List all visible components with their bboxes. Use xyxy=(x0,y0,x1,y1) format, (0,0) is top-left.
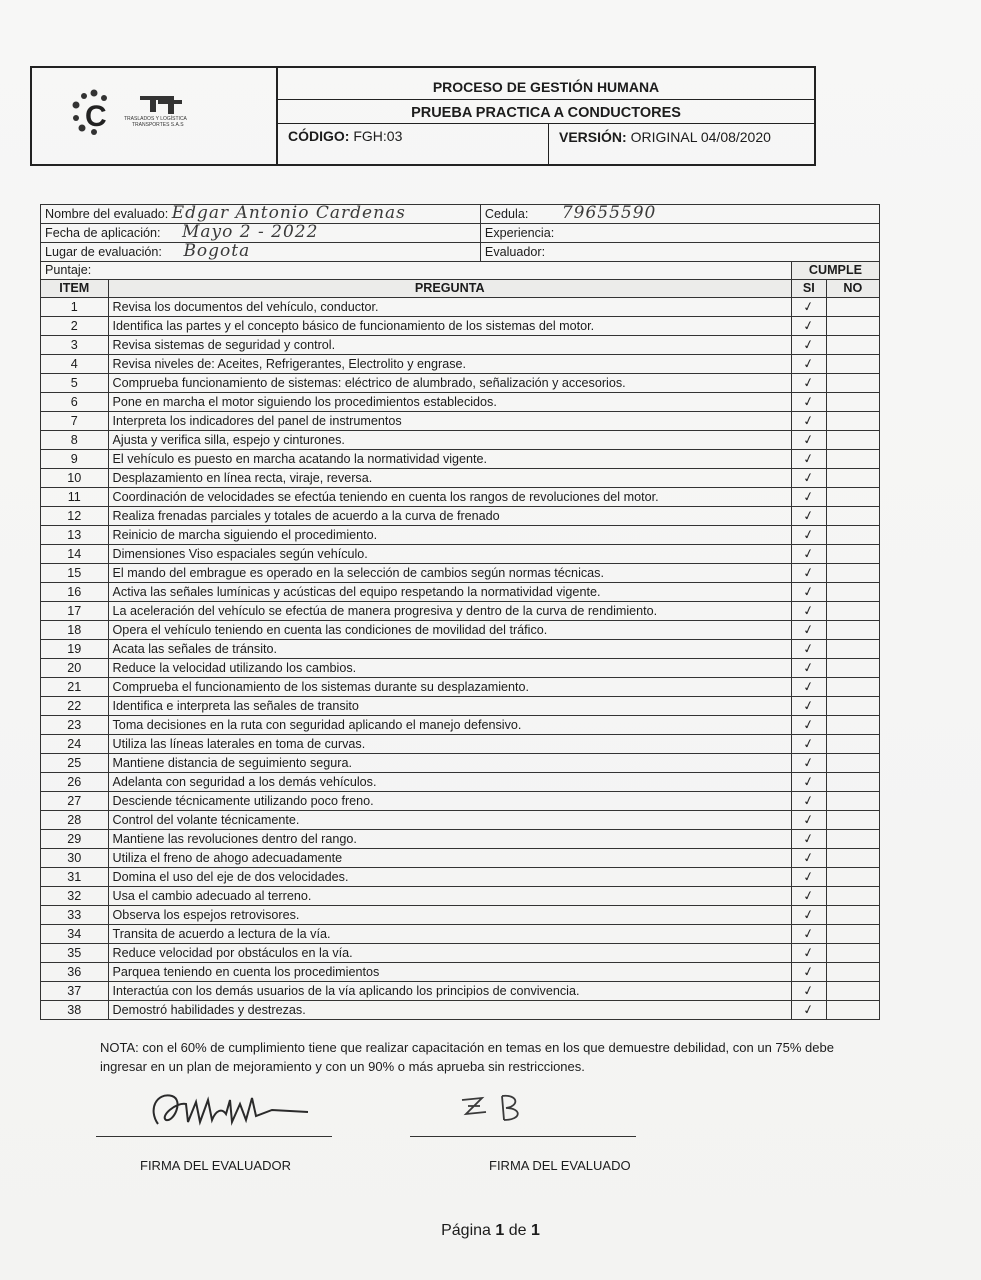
process-title: PROCESO DE GESTIÓN HUMANA xyxy=(278,68,814,100)
si-checkbox[interactable] xyxy=(791,412,826,431)
item-number: 13 xyxy=(41,526,109,545)
no-checkbox[interactable] xyxy=(826,811,879,830)
table-row xyxy=(41,868,880,887)
question-text: Identifica e interpreta las señales de transito xyxy=(108,697,791,716)
version-field xyxy=(548,124,814,164)
no-checkbox[interactable] xyxy=(826,526,879,545)
no-checkbox[interactable] xyxy=(826,564,879,583)
check-mark-icon: ✓ xyxy=(801,792,816,810)
question-text: Domina el uso del eje de dos velocidades. xyxy=(108,868,791,887)
experiencia-cell xyxy=(480,224,879,243)
si-checkbox[interactable] xyxy=(791,317,826,336)
check-mark-icon: ✓ xyxy=(801,450,816,468)
table-row xyxy=(41,716,880,735)
fecha-label: Fecha de aplicación: xyxy=(45,226,161,240)
check-mark-icon: ✓ xyxy=(801,811,816,829)
question-text: Interpreta los indicadores del panel de instrumentos xyxy=(108,412,791,431)
item-number: 18 xyxy=(41,621,109,640)
check-mark-icon: ✓ xyxy=(801,488,816,506)
question-text: Coordinación de velocidades se efectúa teniendo en cuenta los rangos de revoluciones del motor. xyxy=(108,488,791,507)
check-mark-icon: ✓ xyxy=(801,412,816,430)
table-row xyxy=(41,735,880,754)
svg-text:TRANSPORTES S.A.S: TRANSPORTES S.A.S xyxy=(132,122,184,128)
no-checkbox[interactable] xyxy=(826,944,879,963)
no-checkbox[interactable] xyxy=(826,393,879,412)
question-text: Ajusta y verifica silla, espejo y cinturones. xyxy=(108,431,791,450)
item-number: 38 xyxy=(41,1001,109,1020)
item-number: 37 xyxy=(41,982,109,1001)
no-checkbox[interactable] xyxy=(826,830,879,849)
item-number: 23 xyxy=(41,716,109,735)
page-number xyxy=(0,1222,981,1240)
si-checkbox[interactable] xyxy=(791,697,826,716)
check-mark-icon: ✓ xyxy=(801,925,816,943)
si-checkbox[interactable] xyxy=(791,906,826,925)
document-header xyxy=(30,66,816,166)
si-checkbox[interactable] xyxy=(791,678,826,697)
check-mark-icon: ✓ xyxy=(801,374,816,392)
no-checkbox[interactable] xyxy=(826,716,879,735)
experiencia-label: Experiencia: xyxy=(484,225,555,240)
item-number: 34 xyxy=(41,925,109,944)
table-row xyxy=(41,583,880,602)
check-mark-icon: ✓ xyxy=(801,583,816,601)
si-checkbox[interactable] xyxy=(791,602,826,621)
si-checkbox[interactable] xyxy=(791,830,826,849)
svg-text:C: C xyxy=(85,100,107,133)
lugar-label: Lugar de evaluación: xyxy=(45,245,162,259)
question-text: Pone en marcha el motor siguiendo los procedimientos establecidos. xyxy=(108,393,791,412)
no-checkbox[interactable] xyxy=(826,754,879,773)
item-number: 27 xyxy=(41,792,109,811)
item-number: 10 xyxy=(41,469,109,488)
no-checkbox[interactable] xyxy=(826,583,879,602)
question-text: Usa el cambio adecuado al terreno. xyxy=(108,887,791,906)
no-checkbox[interactable] xyxy=(826,849,879,868)
cedula-value[interactable]: 79655590 xyxy=(561,204,657,223)
si-checkbox[interactable] xyxy=(791,792,826,811)
table-row xyxy=(41,906,880,925)
question-text: Identifica las partes y el concepto básico de funcionamiento de los sistemas del motor. xyxy=(108,317,791,336)
table-row xyxy=(41,659,880,678)
table-row xyxy=(41,944,880,963)
question-text: Demostró habilidades y destrezas. xyxy=(108,1001,791,1020)
no-checkbox[interactable] xyxy=(826,374,879,393)
item-header: ITEM xyxy=(41,280,109,298)
check-mark-icon: ✓ xyxy=(801,545,816,563)
check-mark-icon: ✓ xyxy=(801,830,816,848)
table-row xyxy=(41,393,880,412)
question-text: Comprueba el funcionamiento de los sistemas durante su desplazamiento. xyxy=(108,678,791,697)
table-row xyxy=(41,488,880,507)
no-checkbox[interactable] xyxy=(826,906,879,925)
fecha-cell xyxy=(41,224,481,243)
question-text: El vehículo es puesto en marcha acatando la normatividad vigente. xyxy=(108,450,791,469)
item-number: 22 xyxy=(41,697,109,716)
question-text: Realiza frenadas parciales y totales de acuerdo a la curva de frenado xyxy=(108,507,791,526)
nombre-value[interactable]: Edgar Antonio Cardenas xyxy=(171,204,406,223)
item-number: 31 xyxy=(41,868,109,887)
si-checkbox[interactable] xyxy=(791,735,826,754)
evaluador-signature-icon xyxy=(96,1080,332,1136)
table-row xyxy=(41,925,880,944)
question-text: Activa las señales lumínicas y acústicas del equipo respetando la normatividad vigente. xyxy=(108,583,791,602)
si-checkbox[interactable] xyxy=(791,849,826,868)
no-checkbox[interactable] xyxy=(826,963,879,982)
table-row xyxy=(41,697,880,716)
item-number: 17 xyxy=(41,602,109,621)
check-mark-icon: ✓ xyxy=(801,716,816,734)
no-checkbox[interactable] xyxy=(826,298,879,317)
table-row xyxy=(41,773,880,792)
codigo-label: CÓDIGO: xyxy=(288,128,350,144)
table-row xyxy=(41,963,880,982)
si-checkbox[interactable] xyxy=(791,469,826,488)
si-checkbox[interactable] xyxy=(791,336,826,355)
si-checkbox[interactable] xyxy=(791,526,826,545)
item-number: 11 xyxy=(41,488,109,507)
no-checkbox[interactable] xyxy=(826,431,879,450)
no-checkbox[interactable] xyxy=(826,868,879,887)
check-mark-icon: ✓ xyxy=(801,849,816,867)
si-header: SI xyxy=(791,280,826,298)
no-checkbox[interactable] xyxy=(826,1001,879,1020)
no-checkbox[interactable] xyxy=(826,982,879,1001)
question-text: Opera el vehículo teniendo en cuenta las condiciones de movilidad del tráfico. xyxy=(108,621,791,640)
nota-text: NOTA: con el 60% de cumplimiento tiene que realizar capacitación en temas en los que demuestre debilidad, con un 75% debe ingresar en un plan de mejoramiento y con un 90% o más aprueba sin restricciones. xyxy=(100,1040,834,1074)
evaluador-cell xyxy=(480,243,879,262)
si-checkbox[interactable] xyxy=(791,925,826,944)
table-row xyxy=(41,982,880,1001)
no-checkbox[interactable] xyxy=(826,336,879,355)
no-header: NO xyxy=(826,280,879,298)
question-text: Dimensiones Viso espaciales según vehículo. xyxy=(108,545,791,564)
table-row xyxy=(41,887,880,906)
evaluado-signature-icon xyxy=(410,1080,636,1136)
si-checkbox[interactable] xyxy=(791,773,826,792)
table-row xyxy=(41,355,880,374)
question-text: Reinicio de marcha siguiendo el procedimiento. xyxy=(108,526,791,545)
question-text: La aceleración del vehículo se efectúa de manera progresiva y dentro de la curva de rendimiento. xyxy=(108,602,791,621)
fecha-value[interactable]: Mayo 2 - 2022 xyxy=(182,223,319,242)
si-checkbox[interactable] xyxy=(791,716,826,735)
item-number: 20 xyxy=(41,659,109,678)
question-text: Mantiene las revoluciones dentro del rango. xyxy=(108,830,791,849)
question-text: Acata las señales de tránsito. xyxy=(108,640,791,659)
check-mark-icon: ✓ xyxy=(801,621,816,639)
question-text: El mando del embrague es operado en la selección de cambios según normas técnicas. xyxy=(108,564,791,583)
no-checkbox[interactable] xyxy=(826,355,879,374)
table-row xyxy=(41,507,880,526)
info-row-lugar xyxy=(41,243,880,262)
si-checkbox[interactable] xyxy=(791,640,826,659)
cedula-cell xyxy=(480,205,879,224)
si-checkbox[interactable] xyxy=(791,887,826,906)
no-checkbox[interactable] xyxy=(826,640,879,659)
evaluation-form xyxy=(40,204,880,1020)
lugar-cell xyxy=(41,243,481,262)
question-text: Adelanta con seguridad a los demás vehículos. xyxy=(108,773,791,792)
question-text: Desciende técnicamente utilizando poco freno. xyxy=(108,792,791,811)
item-number: 7 xyxy=(41,412,109,431)
table-row xyxy=(41,412,880,431)
table-row xyxy=(41,678,880,697)
check-mark-icon: ✓ xyxy=(801,317,816,335)
check-mark-icon: ✓ xyxy=(801,944,816,962)
table-row xyxy=(41,640,880,659)
no-checkbox[interactable] xyxy=(826,659,879,678)
item-number: 29 xyxy=(41,830,109,849)
si-checkbox[interactable] xyxy=(791,944,826,963)
item-number: 9 xyxy=(41,450,109,469)
check-mark-icon: ✓ xyxy=(801,773,816,791)
no-checkbox[interactable] xyxy=(826,773,879,792)
table-row xyxy=(41,450,880,469)
no-checkbox[interactable] xyxy=(826,735,879,754)
pagina-num: 1 xyxy=(495,1222,505,1239)
question-text: Comprueba funcionamiento de sistemas: eléctrico de alumbrado, señalización y accesorios. xyxy=(108,374,791,393)
puntaje-label: Puntaje: xyxy=(45,263,92,278)
table-row xyxy=(41,431,880,450)
question-text: Control del volante técnicamente. xyxy=(108,811,791,830)
question-text: Toma decisiones en la ruta con seguridad aplicando el manejo defensivo. xyxy=(108,716,791,735)
si-checkbox[interactable] xyxy=(791,659,826,678)
lugar-value[interactable]: Bogota xyxy=(183,242,251,261)
item-number: 6 xyxy=(41,393,109,412)
question-text: Observa los espejos retrovisores. xyxy=(108,906,791,925)
firma-evaluado-label: FIRMA DEL EVALUADO xyxy=(489,1158,631,1173)
item-number: 8 xyxy=(41,431,109,450)
table-header-row xyxy=(41,280,880,298)
item-number: 15 xyxy=(41,564,109,583)
svg-text:TRASLADOS Y LOGÍSTICA: TRASLADOS Y LOGÍSTICA xyxy=(124,116,187,122)
table-row xyxy=(41,811,880,830)
check-mark-icon: ✓ xyxy=(801,564,816,582)
info-row-puntaje xyxy=(41,262,880,280)
item-number: 14 xyxy=(41,545,109,564)
check-mark-icon: ✓ xyxy=(801,887,816,905)
question-text: Revisa sistemas de seguridad y control. xyxy=(108,336,791,355)
item-number: 16 xyxy=(41,583,109,602)
table-row xyxy=(41,754,880,773)
si-checkbox[interactable] xyxy=(791,982,826,1001)
pagina-label: Página xyxy=(441,1222,491,1239)
logo-mark-icon xyxy=(32,68,278,164)
table-row xyxy=(41,545,880,564)
check-mark-icon: ✓ xyxy=(801,982,816,1000)
table-row xyxy=(41,336,880,355)
info-row-nombre xyxy=(41,205,880,224)
no-checkbox[interactable] xyxy=(826,792,879,811)
item-number: 3 xyxy=(41,336,109,355)
no-checkbox[interactable] xyxy=(826,450,879,469)
check-mark-icon: ✓ xyxy=(801,1001,816,1019)
check-mark-icon: ✓ xyxy=(801,431,816,449)
item-number: 12 xyxy=(41,507,109,526)
table-row xyxy=(41,621,880,640)
table-row xyxy=(41,374,880,393)
item-number: 5 xyxy=(41,374,109,393)
check-mark-icon: ✓ xyxy=(801,507,816,525)
item-number: 21 xyxy=(41,678,109,697)
si-checkbox[interactable] xyxy=(791,754,826,773)
no-checkbox[interactable] xyxy=(826,317,879,336)
firma-evaluador-label: FIRMA DEL EVALUADOR xyxy=(140,1158,291,1173)
item-number: 32 xyxy=(41,887,109,906)
evaluador-label: Evaluador: xyxy=(484,244,546,259)
item-number: 30 xyxy=(41,849,109,868)
si-checkbox[interactable] xyxy=(791,583,826,602)
check-mark-icon: ✓ xyxy=(801,963,816,981)
table-row xyxy=(41,1001,880,1020)
si-checkbox[interactable] xyxy=(791,621,826,640)
item-number: 26 xyxy=(41,773,109,792)
question-text: Utiliza las líneas laterales en toma de curvas. xyxy=(108,735,791,754)
check-mark-icon: ✓ xyxy=(801,659,816,677)
no-checkbox[interactable] xyxy=(826,412,879,431)
question-text: Revisa los documentos del vehículo, conductor. xyxy=(108,298,791,317)
si-checkbox[interactable] xyxy=(791,1001,826,1020)
si-checkbox[interactable] xyxy=(791,450,826,469)
pregunta-header: PREGUNTA xyxy=(108,280,791,298)
no-checkbox[interactable] xyxy=(826,469,879,488)
si-checkbox[interactable] xyxy=(791,374,826,393)
question-text: Mantiene distancia de seguimiento segura. xyxy=(108,754,791,773)
nombre-cell xyxy=(41,205,481,224)
check-mark-icon: ✓ xyxy=(801,526,816,544)
check-mark-icon: ✓ xyxy=(801,697,816,715)
table-row xyxy=(41,298,880,317)
si-checkbox[interactable] xyxy=(791,431,826,450)
item-number: 1 xyxy=(41,298,109,317)
question-text: Transita de acuerdo a lectura de la vía. xyxy=(108,925,791,944)
table-row xyxy=(41,564,880,583)
check-mark-icon: ✓ xyxy=(801,469,816,487)
no-checkbox[interactable] xyxy=(826,678,879,697)
question-text: Parquea teniendo en cuenta los procedimientos xyxy=(108,963,791,982)
evaluation-table xyxy=(40,204,880,1020)
item-number: 35 xyxy=(41,944,109,963)
si-checkbox[interactable] xyxy=(791,298,826,317)
question-text: Reduce velocidad por obstáculos en la vía. xyxy=(108,944,791,963)
item-number: 4 xyxy=(41,355,109,374)
codigo-field xyxy=(288,128,402,144)
question-text: Utiliza el freno de ahogo adecuadamente xyxy=(108,849,791,868)
si-checkbox[interactable] xyxy=(791,868,826,887)
no-checkbox[interactable] xyxy=(826,545,879,564)
table-row xyxy=(41,602,880,621)
table-row xyxy=(41,469,880,488)
table-row xyxy=(41,830,880,849)
si-checkbox[interactable] xyxy=(791,564,826,583)
header-meta-row xyxy=(278,124,814,164)
check-mark-icon: ✓ xyxy=(801,754,816,772)
form-title: PRUEBA PRACTICA A CONDUCTORES xyxy=(278,100,814,124)
check-mark-icon: ✓ xyxy=(801,602,816,620)
question-rows xyxy=(41,298,880,1020)
item-number: 2 xyxy=(41,317,109,336)
question-text: Reduce la velocidad utilizando los cambios. xyxy=(108,659,791,678)
version-value: ORIGINAL 04/08/2020 xyxy=(630,129,771,145)
check-mark-icon: ✓ xyxy=(801,678,816,696)
no-checkbox[interactable] xyxy=(826,602,879,621)
evaluador-signature-line[interactable] xyxy=(96,1080,332,1137)
check-mark-icon: ✓ xyxy=(801,298,816,316)
no-checkbox[interactable] xyxy=(826,925,879,944)
no-checkbox[interactable] xyxy=(826,887,879,906)
si-checkbox[interactable] xyxy=(791,355,826,374)
cedula-label: Cedula: xyxy=(484,207,529,221)
si-checkbox[interactable] xyxy=(791,393,826,412)
no-checkbox[interactable] xyxy=(826,507,879,526)
item-number: 28 xyxy=(41,811,109,830)
item-number: 36 xyxy=(41,963,109,982)
table-row xyxy=(41,317,880,336)
codigo-value: FGH:03 xyxy=(353,128,403,144)
question-text: Interactúa con los demás usuarios de la vía aplicando los principios de convivencia. xyxy=(108,982,791,1001)
item-number: 25 xyxy=(41,754,109,773)
check-mark-icon: ✓ xyxy=(801,355,816,373)
table-row xyxy=(41,849,880,868)
pagina-total: 1 xyxy=(530,1222,540,1239)
check-mark-icon: ✓ xyxy=(801,640,816,658)
check-mark-icon: ✓ xyxy=(801,735,816,753)
no-checkbox[interactable] xyxy=(826,621,879,640)
table-row xyxy=(41,792,880,811)
item-number: 24 xyxy=(41,735,109,754)
table-row xyxy=(41,526,880,545)
question-text: Desplazamiento en línea recta, viraje, reversa. xyxy=(108,469,791,488)
item-number: 33 xyxy=(41,906,109,925)
si-checkbox[interactable] xyxy=(791,963,826,982)
si-checkbox[interactable] xyxy=(791,545,826,564)
evaluado-signature-line[interactable] xyxy=(410,1080,636,1137)
check-mark-icon: ✓ xyxy=(801,336,816,354)
no-checkbox[interactable] xyxy=(826,697,879,716)
info-row-fecha xyxy=(41,224,880,243)
version-label: VERSIÓN: xyxy=(559,129,627,145)
check-mark-icon: ✓ xyxy=(801,393,816,411)
question-text: Revisa niveles de: Aceites, Refrigerantes, Electrolito y engrase. xyxy=(108,355,791,374)
no-checkbox[interactable] xyxy=(826,488,879,507)
check-mark-icon: ✓ xyxy=(801,868,816,886)
si-checkbox[interactable] xyxy=(791,507,826,526)
check-mark-icon: ✓ xyxy=(801,906,816,924)
company-logo xyxy=(32,68,278,164)
nombre-label: Nombre del evaluado: xyxy=(45,207,169,221)
si-checkbox[interactable] xyxy=(791,811,826,830)
cumple-header: CUMPLE xyxy=(791,262,879,280)
item-number: 19 xyxy=(41,640,109,659)
puntaje-cell xyxy=(41,262,792,280)
si-checkbox[interactable] xyxy=(791,488,826,507)
de-label: de xyxy=(508,1222,527,1239)
